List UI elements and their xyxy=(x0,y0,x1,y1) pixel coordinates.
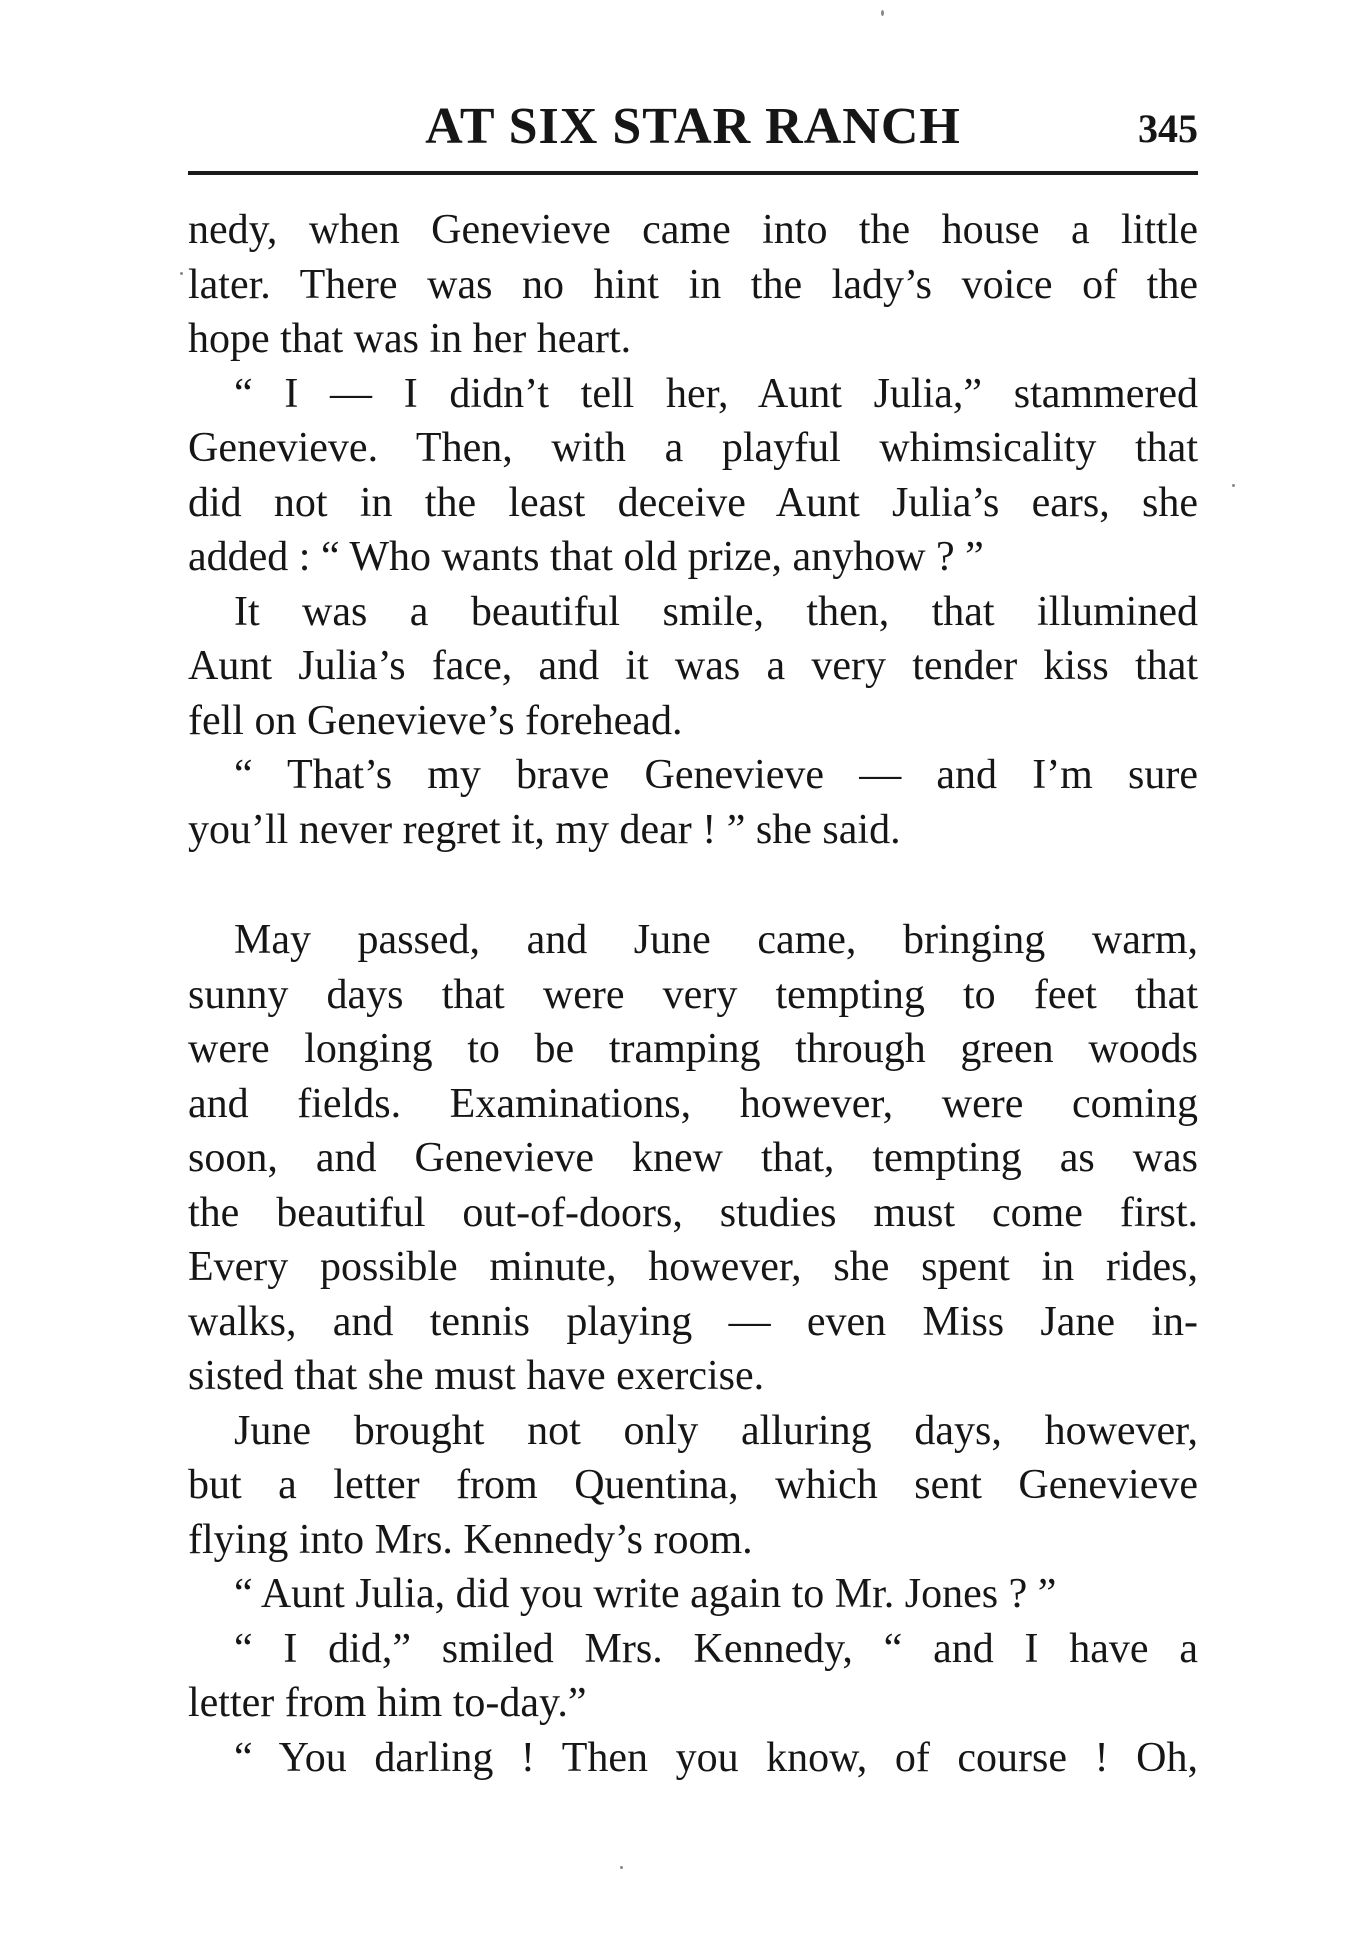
text-line: Genevieve. Then, with a playful whimsicality that xyxy=(188,425,1198,471)
paragraph xyxy=(188,367,1198,585)
header-rule xyxy=(188,171,1198,175)
text-line: “ You darling ! Then you know, of course ! Oh, xyxy=(234,1734,1198,1781)
page-header xyxy=(188,95,1198,165)
paragraph xyxy=(188,203,1198,367)
text-line: It was a beautiful smile, then, that illumined xyxy=(234,588,1198,635)
text-line: flying into Mrs. Kennedy’s room. xyxy=(188,1516,753,1563)
scan-speck xyxy=(180,272,183,275)
text-line: did not in the least deceive Aunt Julia’s ears, she xyxy=(188,479,1198,526)
paragraph xyxy=(188,913,1198,1404)
text-line: but a letter from Quentina, which sent Genevieve xyxy=(188,1462,1198,1508)
scan-speck xyxy=(1232,484,1235,487)
text-line: Every possible minute, however, she spent in rides, xyxy=(188,1244,1198,1290)
text-line: were longing to be tramping through green woods xyxy=(188,1026,1198,1072)
text-line: sisted that she must have exercise. xyxy=(188,1353,765,1399)
text-line: and fields. Examinations, however, were coming xyxy=(188,1080,1198,1127)
text-line: soon, and Genevieve knew that, tempting as was xyxy=(188,1135,1198,1181)
text-line: you’ll never regret it, my dear ! ” she said. xyxy=(188,806,901,853)
paragraph xyxy=(188,1567,1198,1622)
text-line: fell on Genevieve’s forehead. xyxy=(188,697,683,744)
text-line: later. There was no hint in the lady’s voice of the xyxy=(188,261,1198,308)
text-line: hope that was in her heart. xyxy=(188,316,632,362)
text-line: sunny days that were very tempting to feet that xyxy=(188,971,1198,1018)
text-line: Aunt Julia’s face, and it was a very tender kiss that xyxy=(188,643,1198,689)
text-line: June brought not only alluring days, however, xyxy=(234,1407,1198,1454)
text-line: letter from him to-day.” xyxy=(188,1680,587,1726)
body-text xyxy=(188,203,1198,1785)
scan-speck xyxy=(620,1866,623,1869)
text-line: “ I — I didn’t tell her, Aunt Julia,” stammered xyxy=(234,370,1198,417)
paragraph xyxy=(188,1622,1198,1731)
section-break xyxy=(188,857,1198,913)
page-number: 345 xyxy=(1138,106,1198,151)
text-line: nedy, when Genevieve came into the house a little xyxy=(188,207,1198,253)
paragraph xyxy=(188,585,1198,749)
text-line: added : “ Who wants that old prize, anyhow ? ” xyxy=(188,534,984,580)
text-line: “ I did,” smiled Mrs. Kennedy, “ and I have a xyxy=(234,1625,1198,1672)
text-line: “ That’s my brave Genevieve — and I’m sure xyxy=(234,752,1198,798)
paragraph xyxy=(188,748,1198,857)
scan-speck xyxy=(881,10,884,16)
paragraph xyxy=(188,1404,1198,1568)
running-title: AT SIX STAR RANCH xyxy=(425,98,961,155)
text-line: May passed, and June came, bringing warm, xyxy=(234,917,1198,963)
text-line: the beautiful out-of-doors, studies must come first. xyxy=(188,1189,1198,1236)
text-line: walks, and tennis playing — even Miss Jane in- xyxy=(188,1298,1198,1345)
paragraph xyxy=(188,1731,1198,1786)
text-line: “ Aunt Julia, did you write again to Mr. Jones ? ” xyxy=(234,1571,1057,1617)
